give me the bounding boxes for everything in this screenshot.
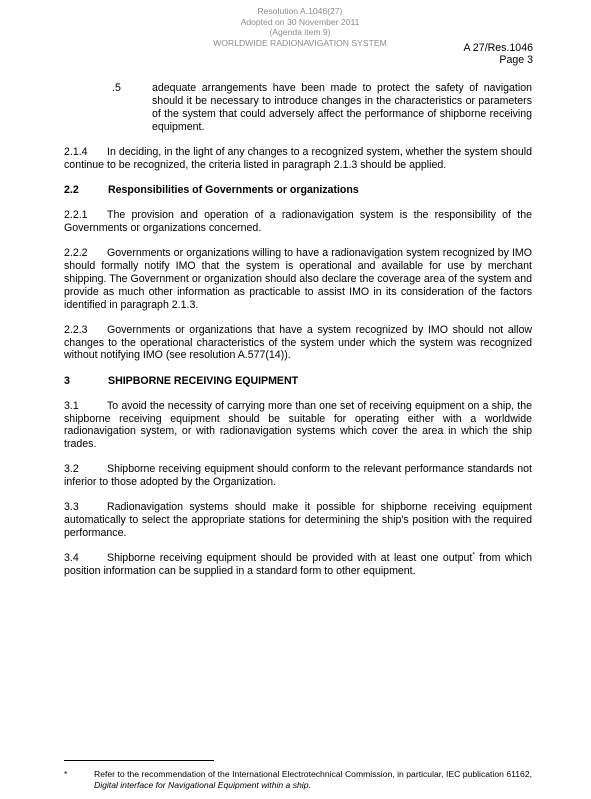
heading-text: Responsibilities of Governments or organizations xyxy=(108,183,359,196)
paragraph-number: 3.3 xyxy=(64,501,79,514)
paragraph-3-4 xyxy=(64,552,532,578)
paragraph-3-3 xyxy=(64,501,532,540)
section-heading-3 xyxy=(64,375,532,388)
paragraph-2-2-1 xyxy=(64,209,532,235)
footnote-separator xyxy=(64,760,214,761)
paragraph-3-2 xyxy=(64,463,532,489)
paragraph-text: The provision and operation of a radionavigation system is the responsibility of the Governments or organizations concerned. xyxy=(64,208,532,234)
page-header-right xyxy=(463,42,533,67)
paragraph-number: 3.1 xyxy=(64,399,79,412)
footnote-reference[interactable]: * xyxy=(472,551,475,559)
document-reference: A 27/Res.1046 xyxy=(463,42,533,54)
paragraph-text: To avoid the necessity of carrying more than one set of receiving equipment on a ship, the shipborne receiving equipment should be suitable for operating either with a worldwide radionavigation system, or with radionavigation systems which cover the area in which the ship trades. xyxy=(64,399,532,451)
section-heading-2-2 xyxy=(64,184,532,197)
heading-number: 3 xyxy=(64,374,70,387)
footnote-mark: * xyxy=(64,769,68,779)
paragraph-text-continued: from which position information can be supplied in a standard form to other equipment. xyxy=(64,552,532,578)
footnote-text xyxy=(94,769,532,791)
paragraph-number: 2.2.3 xyxy=(64,323,88,336)
footnote xyxy=(64,769,532,791)
adoption-date: Adopted on 30 November 2011 xyxy=(240,16,360,27)
paragraph-number: 3.2 xyxy=(64,463,79,476)
list-item-5 xyxy=(64,82,532,134)
paragraph-2-2-2 xyxy=(64,247,532,312)
paragraph-number: 2.2.1 xyxy=(64,208,88,221)
paragraph-text: Shipborne receiving equipment should be provided with at least one output xyxy=(107,552,473,565)
heading-number: 2.2 xyxy=(64,183,79,196)
paragraph-text: Governments or organizations willing to have a radionavigation system recognized by IMO should formally notify IMO that the system is operational and available for use by merchant shipping. The Government or organization should also declare the coverage area of the system and provide as much other information as practicable to assist IMO in its consideration of the factors identified in paragraph 2.1.3. xyxy=(64,246,532,311)
paragraph-number: 3.4 xyxy=(64,552,79,565)
paragraph-number: 2.1.4 xyxy=(64,145,88,158)
paragraph-text: Governments or organizations that have a system recognized by IMO should not allow changes to the operational characteristics of the system under which the system was recognized without notifying IMO (see resolution A.577(14)). xyxy=(64,323,532,362)
document-title: WORLDWIDE RADIONAVIGATION SYSTEM xyxy=(213,37,387,48)
paragraph-text: In deciding, in the light of any changes to a recognized system, whether the system should continue to be recognized, the criteria listed in paragraph 2.1.3 should be applied. xyxy=(64,145,532,171)
footnote-text-part: Refer to the recommendation of the International Electrotechnical Commission, in particular, IEC publication 61162, xyxy=(94,769,532,779)
footnote-publication-title: Digital interface for Navigational Equipment within a ship xyxy=(94,780,309,790)
agenda-item: (Agenda item 9) xyxy=(269,27,331,38)
footnote-text-end: . xyxy=(308,780,311,790)
list-item-text: adequate arrangements have been made to protect the safety of navigation should it be necessary to introduce changes in the characteristics or parameters of the system that could adversely affect the performance of shipborne receiving equipment. xyxy=(152,82,532,133)
document-body xyxy=(64,82,532,590)
resolution-number: Resolution A.1046(27) xyxy=(257,6,343,16)
page-header-center xyxy=(170,6,430,48)
paragraph-3-1 xyxy=(64,400,532,452)
paragraph-text: Radionavigation systems should make it possible for shipborne receiving equipment automatically to select the appropriate stations for determining the ship's position with the required performance. xyxy=(64,501,532,540)
paragraph-text: Shipborne receiving equipment should conform to the relevant performance standards not inferior to those adopted by the Organization. xyxy=(64,463,532,489)
list-item-number: .5 xyxy=(112,82,121,94)
paragraph-number: 2.2.2 xyxy=(64,246,88,259)
page-number: Page 3 xyxy=(499,54,533,67)
heading-text: SHIPBORNE RECEIVING EQUIPMENT xyxy=(108,374,299,387)
paragraph-2-1-4 xyxy=(64,146,532,172)
paragraph-2-2-3 xyxy=(64,324,532,363)
